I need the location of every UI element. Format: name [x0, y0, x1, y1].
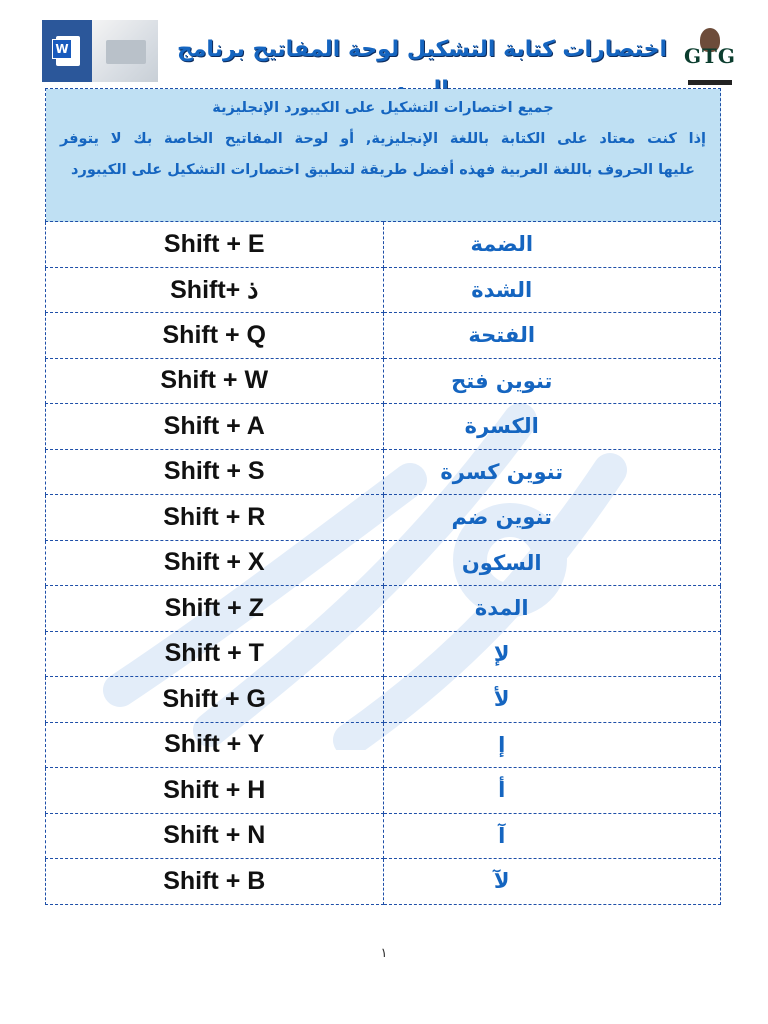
diacritic-name: الفتحة: [383, 313, 721, 359]
diacritic-name: لأ: [383, 677, 721, 723]
table-row: [46, 677, 721, 723]
shortcut-key: Shift + N: [46, 813, 384, 859]
diacritic-name: الضمة: [383, 222, 721, 268]
table-row: [46, 267, 721, 313]
brand-logo-text: GTG: [683, 44, 737, 68]
diacritic-name: الشدة: [383, 267, 721, 313]
shortcut-key: Shift + B: [46, 859, 384, 905]
page-title: اختصارات كتابة التشكيل لوحة المفاتيح برنامج: [176, 37, 668, 62]
intro-line-1: جميع اختصارات التشكيل على الكيبورد الإنجليزية: [212, 100, 554, 116]
word-letter: W: [52, 39, 72, 59]
laptop-photo: [92, 20, 158, 82]
table-row: [46, 449, 721, 495]
word-logo: [42, 20, 158, 82]
table-row: [46, 586, 721, 632]
table-row: [46, 722, 721, 768]
table-row: [46, 495, 721, 541]
shortcut-key: Shift + H: [46, 768, 384, 814]
shortcut-key: Shift + W: [46, 358, 384, 404]
diacritic-name: الكسرة: [383, 404, 721, 450]
brand-logo: [678, 28, 742, 88]
diacritic-name: المدة: [383, 586, 721, 632]
diacritic-name: آ: [383, 813, 721, 859]
table-row: [46, 813, 721, 859]
table-row: [46, 859, 721, 905]
page-number: ١: [380, 946, 388, 961]
diacritic-name: تنوين ضم: [383, 495, 721, 541]
diacritic-name: السكون: [383, 540, 721, 586]
shortcut-key: Shift + G: [46, 677, 384, 723]
diacritic-name: أ: [383, 768, 721, 814]
page-header: [0, 0, 768, 90]
table-row: [46, 540, 721, 586]
shortcut-key: Shift + E: [46, 222, 384, 268]
table-row: [46, 222, 721, 268]
shortcut-key: Shift + S: [46, 449, 384, 495]
word-icon: [42, 20, 92, 82]
shortcut-key: Shift + X: [46, 540, 384, 586]
shortcut-key: Shift + R: [46, 495, 384, 541]
table-row: [46, 313, 721, 359]
intro-line-2: إذا كنت معتاد على الكتابة باللغة الإنجليزية, أو لوحة المفاتيح الخاصة بك لا يتوفر: [60, 131, 706, 147]
diacritic-name: تنوين فتح: [383, 358, 721, 404]
shortcut-key: Shift+ ذ: [46, 267, 384, 313]
table-row: [46, 631, 721, 677]
table-row: [46, 404, 721, 450]
diacritic-name: تنوين كسرة: [383, 449, 721, 495]
diacritic-name: لإ: [383, 631, 721, 677]
diacritic-name: لآ: [383, 859, 721, 905]
shortcut-key: Shift + Y: [46, 722, 384, 768]
intro-line-3: عليها الحروف باللغة العربية فهذه أفضل طريقة لتطبيق اختصارات التشكيل على الكيبورد: [71, 162, 695, 178]
intro-row: [46, 89, 721, 222]
shortcuts-table: [45, 88, 721, 905]
table-row: [46, 768, 721, 814]
table-row: [46, 358, 721, 404]
shortcut-key: Shift + Q: [46, 313, 384, 359]
shortcut-key: Shift + T: [46, 631, 384, 677]
shortcut-key: Shift + A: [46, 404, 384, 450]
shortcut-key: Shift + Z: [46, 586, 384, 632]
diacritic-name: إ: [383, 722, 721, 768]
intro-box: [46, 89, 721, 222]
